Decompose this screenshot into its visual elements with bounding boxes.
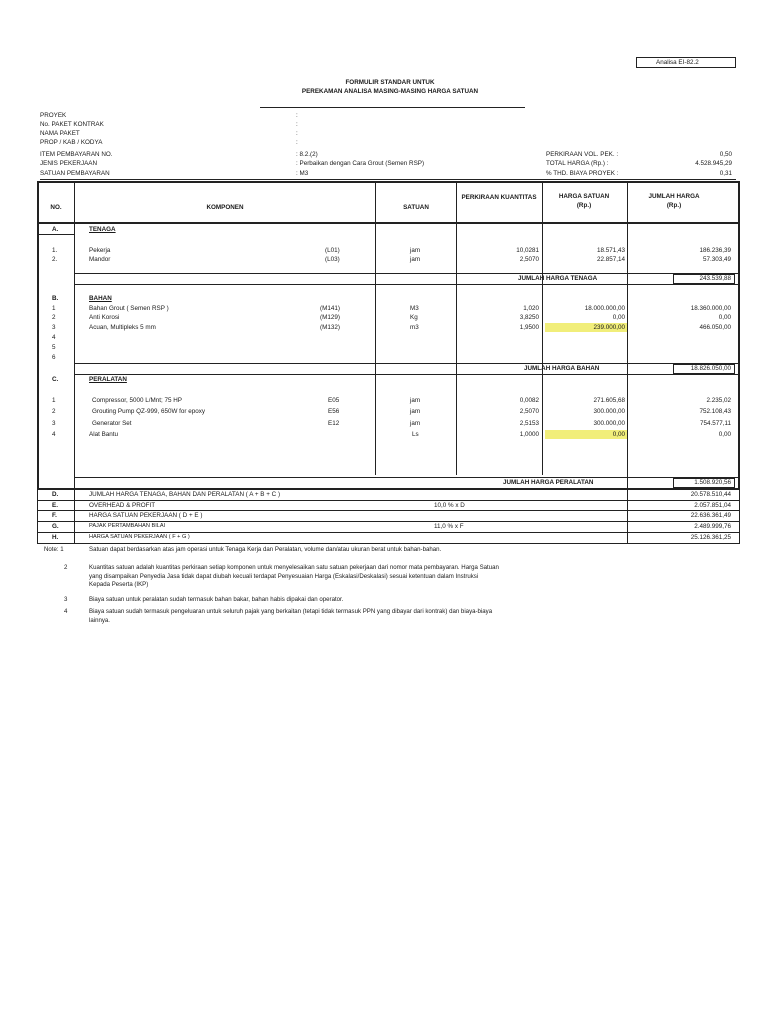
form-title-line1: FORMULIR STANDAR UNTUK <box>345 79 435 86</box>
section-c-subtotal-top <box>75 477 739 478</box>
reference-code: Analisa EI-82.2 <box>656 59 699 66</box>
note-number: 2 <box>64 564 68 571</box>
section-b-total-value: 18.826.050,00 <box>690 365 731 372</box>
row-price: 22.857,14 <box>596 256 625 263</box>
info-label-paket-kontrak: No. PAKET KONTRAK <box>40 121 104 128</box>
row-unit: jam <box>410 420 421 427</box>
info-value-jenis-pekerjaan: : Perbaikan dengan Cara Grout (Semen RSP) <box>296 160 425 167</box>
note-text: Satuan dapat berdasarkan atas jam operasi untuk Tenaga Kerja dan Peralatan, volume dan/atau ukuran berat untuk bahan-bahan. <box>89 546 442 553</box>
row-qty: 3,8250 <box>519 314 539 321</box>
summary-value: 2.489.999,76 <box>694 523 731 530</box>
summary-row-line <box>38 500 739 501</box>
row-total: 752.108,43 <box>699 408 731 415</box>
row-unit: M3 <box>410 305 419 312</box>
row-qty: 10,0281 <box>516 247 539 254</box>
info-label-satuan-pembayaran: SATUAN PEMBAYARAN <box>40 170 110 177</box>
row-name: Acuan, Multipleks 5 mm <box>89 324 156 331</box>
empty-row-no: 6 <box>52 354 56 361</box>
row-code: (M129) <box>320 314 340 321</box>
section-a-no-line <box>38 234 74 235</box>
section-a-subtotal-bottom <box>75 284 739 285</box>
analysis-table <box>37 181 740 490</box>
header-harga-satuan: HARGA SATUAN (Rp.) <box>558 193 610 209</box>
header-row-border <box>38 222 739 224</box>
row-no: 2. <box>52 256 58 263</box>
info-right-label-vol: PERKIRAAN VOL. PEK. : <box>546 151 619 158</box>
row-total: 186.236,39 <box>699 247 731 254</box>
header-satuan: SATUAN <box>403 204 429 211</box>
title-underline <box>260 107 525 108</box>
summary-row-line <box>38 521 739 522</box>
note-number: Note: 1 <box>44 546 64 553</box>
row-unit: jam <box>410 408 421 415</box>
summary-row-line <box>38 510 739 511</box>
row-qty: 1,9500 <box>519 324 539 331</box>
row-no: 2 <box>52 314 56 321</box>
empty-row-no: 4 <box>52 334 56 341</box>
row-price: 18.000.000,00 <box>584 305 625 312</box>
info-value-satuan-pembayaran: : M3 <box>296 170 309 177</box>
row-qty: 2,5153 <box>519 420 539 427</box>
summary-label: HARGA SATUAN PEKERJAAN ( D + E ) <box>89 512 203 519</box>
note-text: Kuantitas satuan adalah kuantitas perkiraan setiap komponen untuk menyelesaikan satu satuan pekerjaan dari nomor mata pembayaran. Harga Satuan yang disampaikan Penyedia Jasa tidak dapat diubah kecuali terdapat Penyesuaian Harga (Eskalasi/Deskalasi) sesuai ketentuan dalam Instruksi Kepada Peserta (IKP) <box>89 564 499 589</box>
summary-no: D. <box>52 491 59 498</box>
col-divider-no <box>74 182 75 489</box>
col-divider-satuan <box>456 182 457 475</box>
summary-col-divider-value <box>627 489 628 544</box>
row-name: Compressor, 5000 L/Mnt; 75 HP <box>92 397 182 404</box>
row-code: (M141) <box>320 305 340 312</box>
info-value-paket-kontrak: : <box>296 121 298 128</box>
row-unit: Kg <box>410 314 418 321</box>
info-value-item-pembayaran: : 8.2.(2) <box>296 151 318 158</box>
header-jumlah-harga: JUMLAH HARGA (Rp.) <box>648 193 700 209</box>
row-price: 271.605,68 <box>593 397 625 404</box>
row-qty: 0,0082 <box>519 397 539 404</box>
row-code: (L01) <box>325 247 340 254</box>
summary-value: 25.126.361,25 <box>690 534 731 541</box>
row-no: 2 <box>52 408 56 415</box>
form-title-line2: PEREKAMAN ANALISA MASING-MASING HARGA SATUAN <box>301 88 479 95</box>
row-name: Alat Bantu <box>89 431 119 438</box>
section-a-subtotal-top <box>75 273 739 274</box>
row-price: 239.000,00 <box>593 324 625 331</box>
col-divider-komponen <box>375 182 376 475</box>
section-a-total-label: JUMLAH HARGA TENAGA <box>518 275 598 282</box>
section-c-no: C. <box>52 376 59 383</box>
note-number: 4 <box>64 608 68 615</box>
row-name: Bahan Grout ( Semen RSP ) <box>89 305 169 312</box>
summary-col-divider-no <box>74 489 75 544</box>
row-qty: 1,0000 <box>519 431 539 438</box>
row-no: 1 <box>52 305 56 312</box>
col-divider-kuantitas <box>542 182 543 475</box>
summary-no: G. <box>52 523 59 530</box>
row-no: 3 <box>52 420 56 427</box>
row-qty: 1,020 <box>523 305 539 312</box>
row-price: 300.000,00 <box>593 408 625 415</box>
header-komponen: KOMPONEN <box>206 204 244 211</box>
summary-label: PAJAK PERTAMBAHAN BILAI <box>89 523 166 529</box>
info-value-prop-kab: : <box>296 139 298 146</box>
row-name: Mandor <box>89 256 111 263</box>
section-c-title: PERALATAN <box>89 376 127 383</box>
row-unit: Ls <box>412 431 419 438</box>
section-b-no: B. <box>52 295 59 302</box>
summary-row-line <box>38 532 739 533</box>
row-qty: 2,5070 <box>519 408 539 415</box>
info-right-value-total: 4.528.945,29 <box>695 160 732 167</box>
section-a-total-value: 243.539,88 <box>699 275 731 282</box>
row-no: 4 <box>52 431 56 438</box>
info-value-proyek: : <box>296 112 298 119</box>
summary-no: H. <box>52 534 59 541</box>
info-right-value-persen: 0,31 <box>719 170 732 177</box>
row-name: Grouting Pump QZ-999, 650W for epoxy <box>92 408 206 415</box>
row-price: 0,00 <box>612 431 625 438</box>
row-code: E12 <box>328 420 340 427</box>
info-right-label-total: TOTAL HARGA (Rp.) : <box>546 160 609 167</box>
row-price: 300.000,00 <box>593 420 625 427</box>
col-divider-harga <box>627 182 628 489</box>
row-name: Generator Set <box>92 420 132 427</box>
row-code: (M132) <box>320 324 340 331</box>
section-b-subtotal-bottom <box>75 374 739 375</box>
row-name: Pekerja <box>89 247 111 254</box>
row-total: 0,00 <box>718 431 731 438</box>
info-label-nama-paket: NAMA PAKET <box>40 130 80 137</box>
section-c-total-value: 1.508.920,56 <box>694 479 731 486</box>
row-unit: jam <box>410 247 421 254</box>
summary-label: OVERHEAD & PROFIT <box>89 502 156 509</box>
header-no: NO. <box>50 204 62 211</box>
row-qty: 2,5070 <box>519 256 539 263</box>
row-total: 466.050,00 <box>699 324 731 331</box>
row-total: 754.577,11 <box>699 420 731 427</box>
section-c-total-label: JUMLAH HARGA PERALATAN <box>503 479 594 486</box>
row-unit: jam <box>410 256 421 263</box>
section-b-total-label: JUMLAH HARGA BAHAN <box>524 365 600 372</box>
info-label-jenis-pekerjaan: JENIS PEKERJAAN <box>40 160 98 167</box>
note-text: Biaya satuan sudah termasuk pengeluaran untuk seluruh pajak yang berkaitan (tetapi tidak termasuk PPN yang dibayar dari kontrak) dan biaya-biaya lainnya. <box>89 608 493 624</box>
summary-value: 20.578.510,44 <box>690 491 731 498</box>
row-total: 0,00 <box>718 314 731 321</box>
note-text: Biaya satuan untuk peralatan sudah termasuk bahan bakar, bahan habis dipakai dan operator. <box>89 596 344 603</box>
summary-no: F. <box>52 512 57 519</box>
section-a-no: A. <box>52 226 59 233</box>
row-no: 1. <box>52 247 58 254</box>
info-label-proyek: PROYEK <box>40 112 67 119</box>
row-price: 18.571,43 <box>596 247 625 254</box>
row-no: 3 <box>52 324 56 331</box>
row-code: E56 <box>328 408 340 415</box>
summary-label: JUMLAH HARGA TENAGA, BAHAN DAN PERALATAN ( A + B + C ) <box>89 491 281 498</box>
summary-formula: 10,0 % x D <box>434 502 465 509</box>
section-b-title: BAHAN <box>89 295 112 302</box>
section-b-subtotal-top <box>75 363 739 364</box>
info-right-value-vol: 0,50 <box>719 151 732 158</box>
row-code: (L03) <box>325 256 340 263</box>
row-name: Anti Korosi <box>89 314 120 321</box>
summary-label: HARGA SATUAN PEKERJAAN ( F + G ) <box>89 534 190 540</box>
row-total: 2.235,02 <box>706 397 731 404</box>
info-value-nama-paket: : <box>296 130 298 137</box>
empty-row-no: 5 <box>52 344 56 351</box>
row-unit: m3 <box>410 324 419 331</box>
info-right-label-persen: % THD. BIAYA PROYEK : <box>546 170 619 177</box>
row-unit: jam <box>410 397 421 404</box>
note-number: 3 <box>64 596 68 603</box>
summary-no: E. <box>52 502 58 509</box>
row-total: 57.303,49 <box>702 256 731 263</box>
summary-value: 22.636.361,49 <box>690 512 731 519</box>
header-kuantitas: PERKIRAAN KUANTITAS <box>461 194 537 201</box>
row-code: E05 <box>328 397 340 404</box>
info-label-prop-kab: PROP / KAB / KODYA <box>40 139 103 146</box>
summary-formula: 11,0 % x F <box>434 523 464 530</box>
row-price: 0,00 <box>612 314 625 321</box>
summary-value: 2.057.851,04 <box>694 502 731 509</box>
section-a-title: TENAGA <box>89 226 116 233</box>
info-label-item-pembayaran: ITEM PEMBAYARAN NO. <box>40 151 113 158</box>
info-underline <box>40 179 736 180</box>
row-no: 1 <box>52 397 56 404</box>
row-total: 18.360.000,00 <box>690 305 731 312</box>
